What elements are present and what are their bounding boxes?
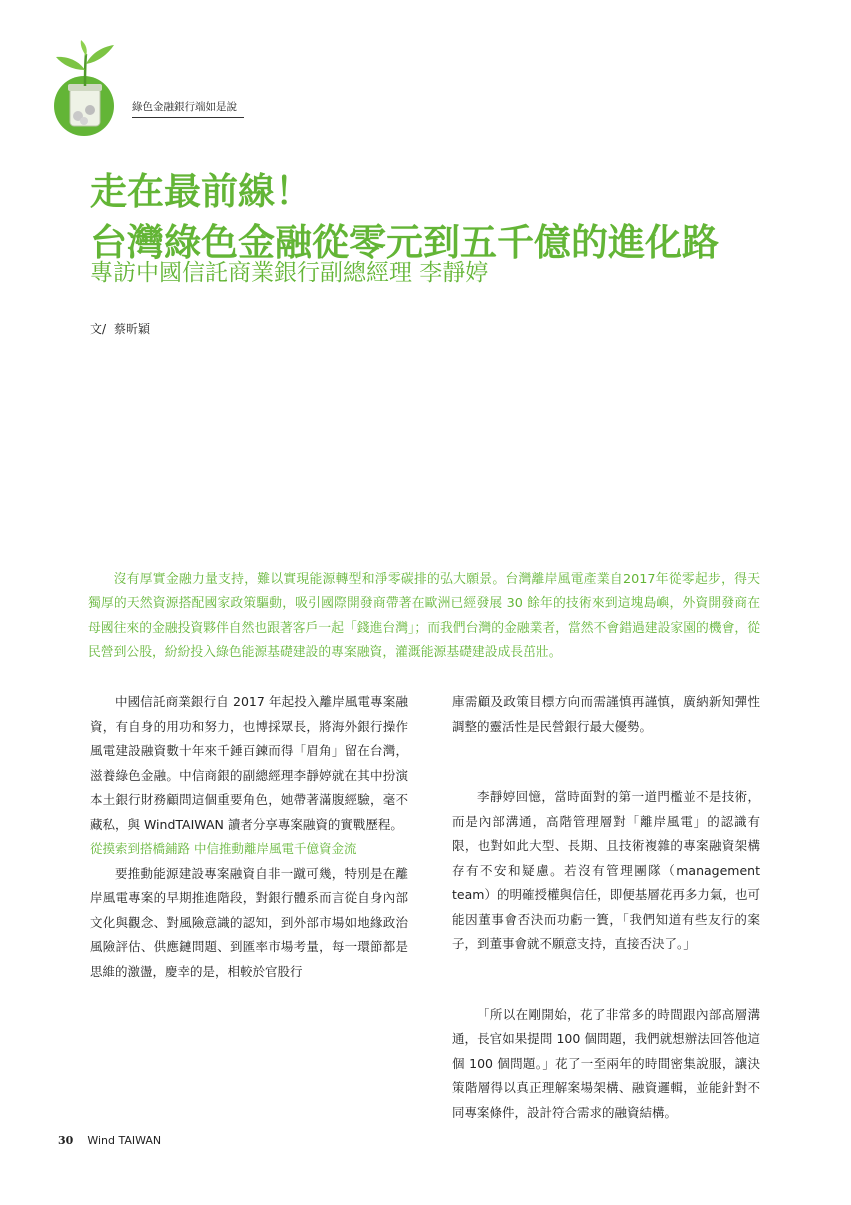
byline [90, 320, 150, 337]
title-line-1: 走在最前線！ [90, 170, 312, 213]
body-paragraph: 「所以在剛開始，花了非常多的時間跟內部高層溝通，長官如果提問 100 個問題，我們就想辦法回答他這個 100 個問題。」花了一至兩年的時間密集說服，讓決策階層得以真正理解案場架構、融資邏輯，並能針對不同專案條件，設計符合需求的融資結構。 [452, 1006, 760, 1120]
body-column-right [452, 690, 760, 1125]
byline-author: 蔡昕穎 [114, 322, 151, 336]
page-number: 30 [58, 1134, 74, 1147]
title-line-2: 台灣綠色金融從零元到五千億的進化路 [90, 221, 719, 264]
body-paragraph: 李靜婷回憶，當時面對的第一道門檻並不是技術，而是內部溝通，高階管理層對「離岸風電」的認識有限，也對如此大型、長期、且技術複雜的專案融資架構存有不安和疑慮。若沒有管理團隊（management team）的明確授權與信任，即便基層花再多力氣，也可能因董事會否決而功虧一簣，「我們知道有些友行的案子，到董事會就不願意支持，直接否決了。」 [452, 789, 760, 951]
sprout-jar-logo [46, 40, 126, 140]
byline-prefix: 文/ [90, 322, 107, 336]
page-footer [58, 1134, 161, 1147]
lede-paragraph: 沒有厚實金融力量支持，難以實現能源轉型和淨零碳排的弘大願景。台灣離岸風電產業自2017年從零起步，得天獨厚的天然資源搭配國家政策驅動，吸引國際開發商帶著在歐洲已經發展 30 餘年的技術來到這塊島嶼，外資開發商在母國往來的金融投資夥伴自然也跟著客戶一起「錢進台灣」；而我們台灣的金融業者，當然不會錯過建設家園的機會，從民營到公股，紛紛投入綠色能源基礎建設的專案融資，灌溉能源基礎建設成長茁壯。 [88, 572, 760, 660]
body-paragraph: 要推動能源建設專案融資自非一蹴可幾，特別是在離岸風電專案的早期推進階段，對銀行體系而言從自身內部文化與觀念、對風險意識的認知，到外部市場如地緣政治風險評估、供應鏈問題、到匯率市場考量，每一環節都是思維的激盪，慶幸的是，相較於官股行 [90, 865, 408, 979]
magazine-name: Wind TAIWAN [87, 1134, 162, 1147]
column-label: 綠色金融銀行端如是說 [132, 99, 244, 118]
section-heading: 從摸索到搭橋鋪路 中信推動離岸風電千億資金流 [90, 841, 357, 856]
body-column-left [90, 690, 408, 984]
body-paragraph: 庫需顧及政策目標方向而需謹慎再謹慎，廣納新知彈性調整的靈活性是民營銀行最大優勢。 [452, 694, 760, 734]
article-subtitle: 專訪中國信託商業銀行副總經理 李靜婷 [90, 260, 489, 286]
article-title [90, 166, 719, 268]
body-paragraph: 中國信託商業銀行自 2017 年起投入離岸風電專案融資，有自身的用功和努力，也博採眾長，將海外銀行操作風電建設融資數十年來千錘百鍊而得「眉角」留在台灣，滋養綠色金融。中信商銀的副總經理李靜婷就在其中扮演本土銀行財務顧問這個重要角色，她帶著滿腹經驗，毫不藏私，與 WindTAIWAN 讀者分享專案融資的實戰歷程。 [90, 694, 408, 832]
